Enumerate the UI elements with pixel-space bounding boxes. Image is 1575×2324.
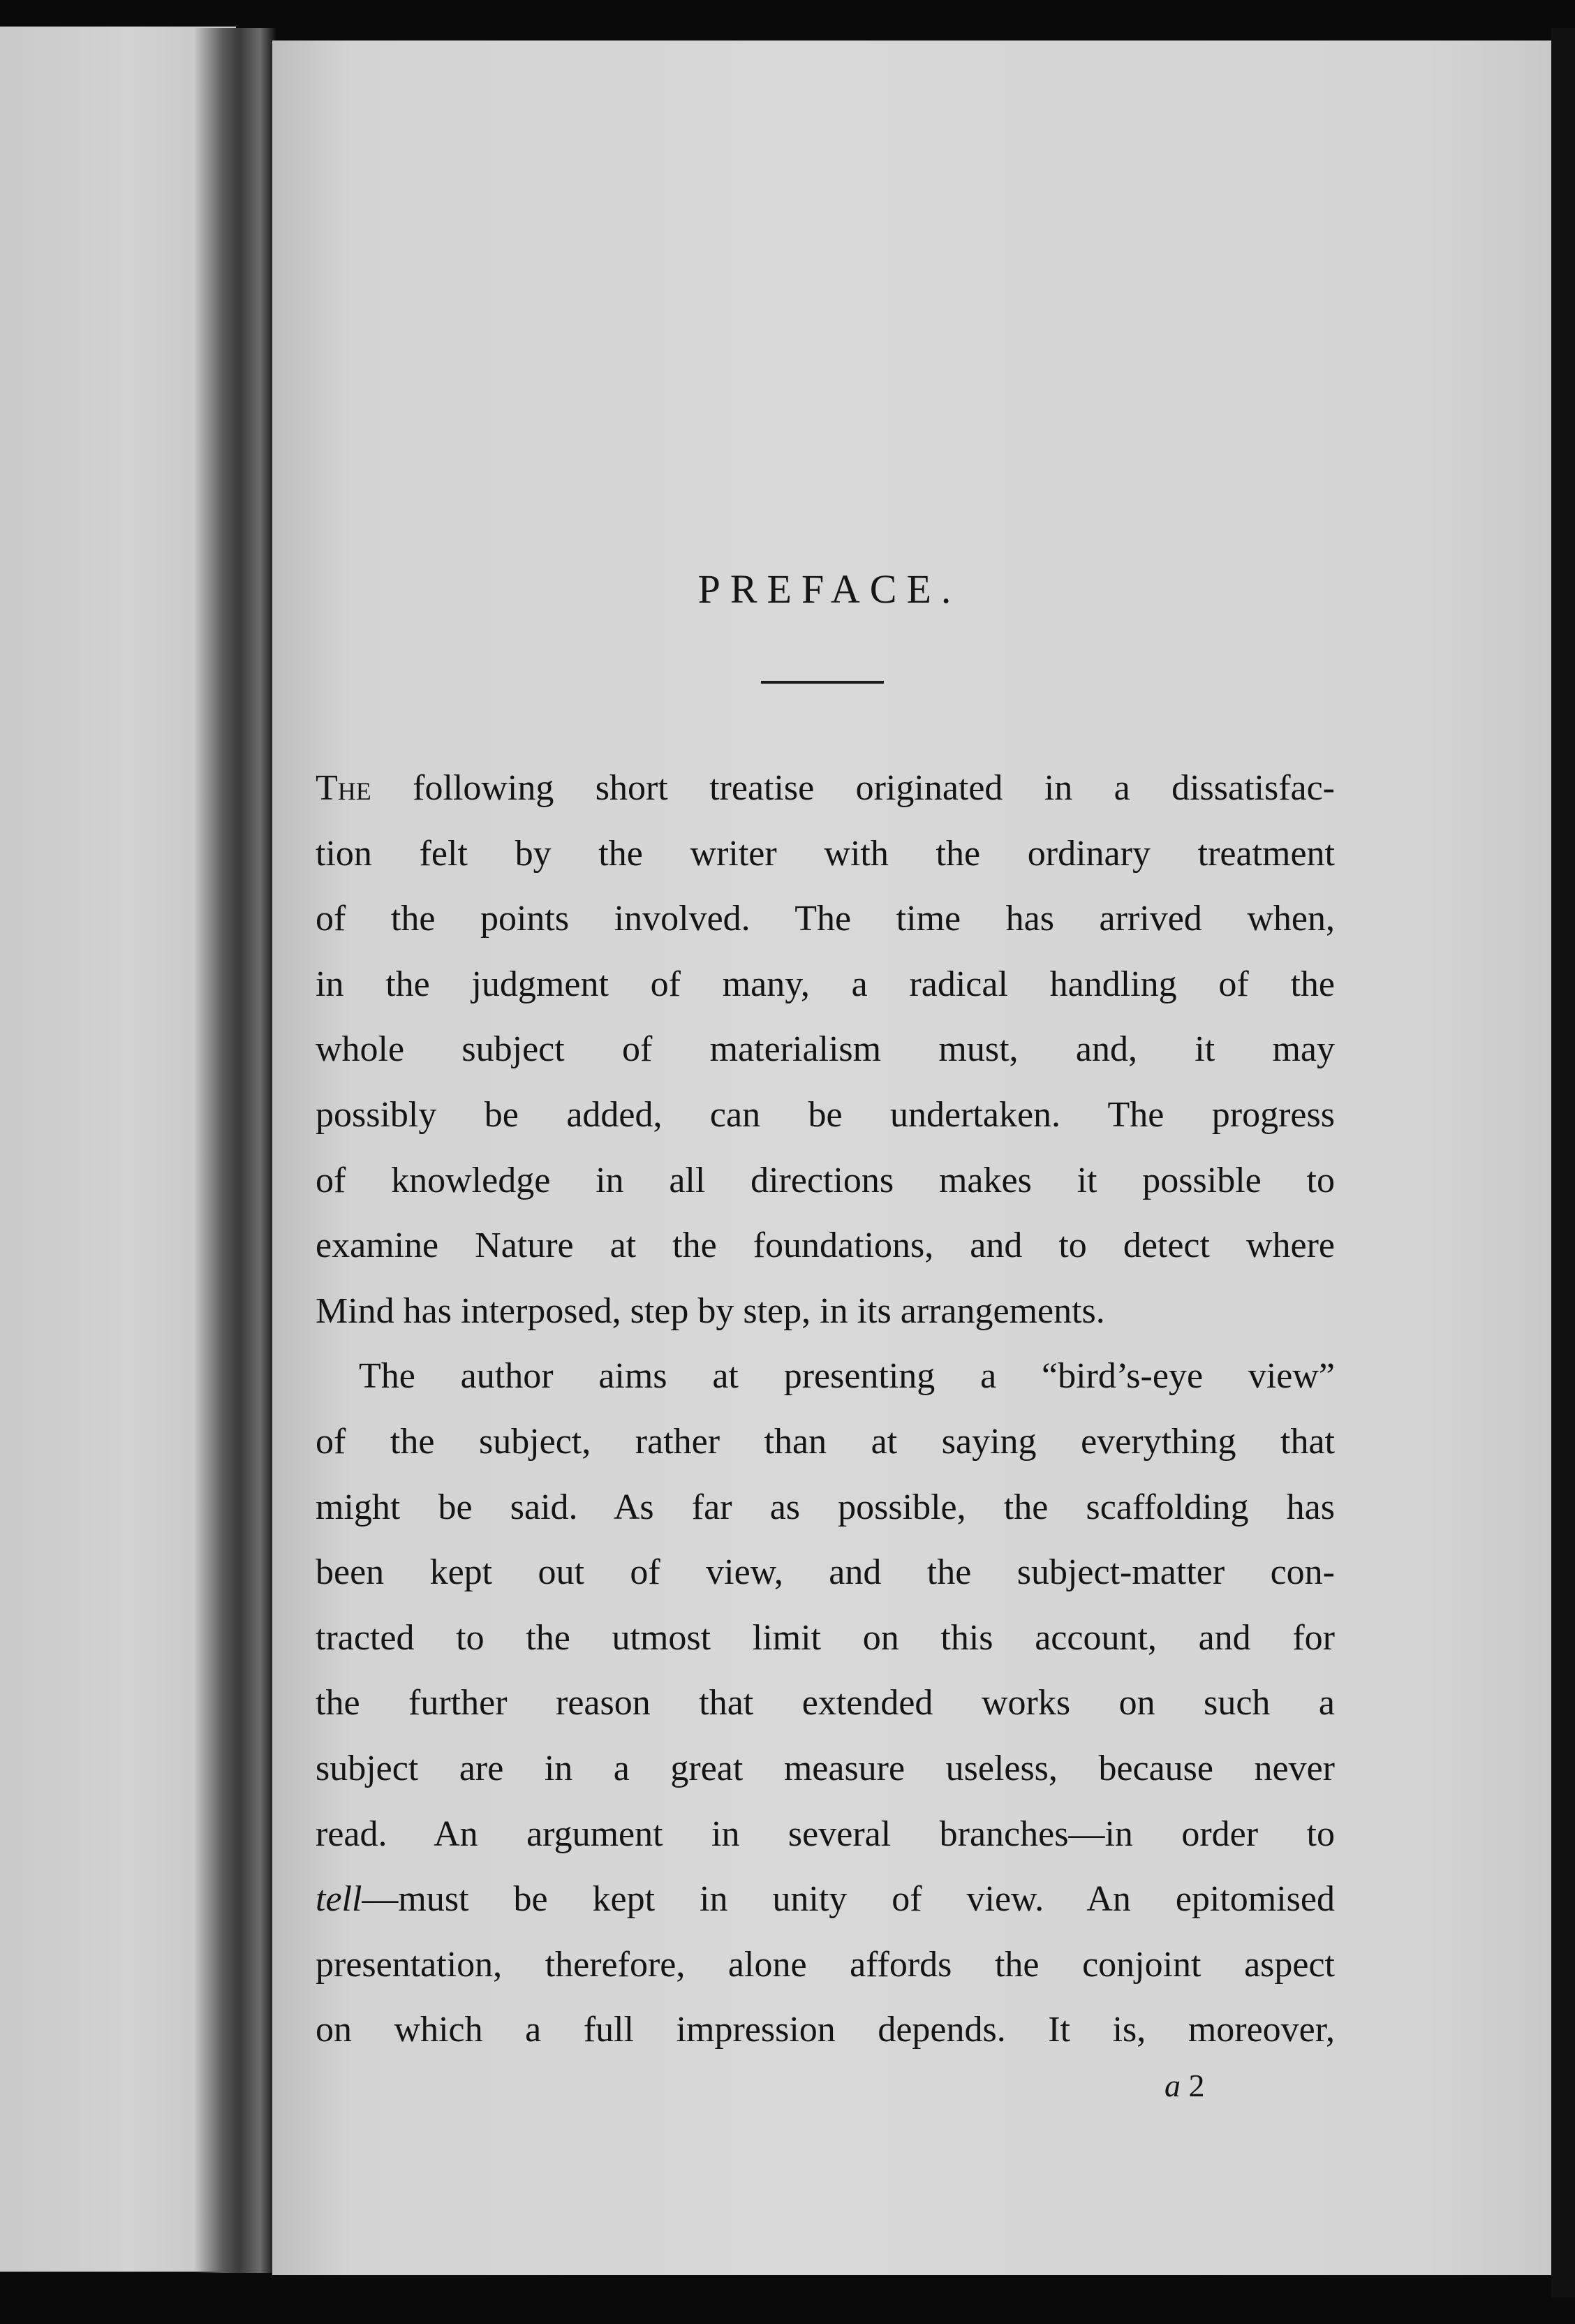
text-line: presentation, therefore, alone affords the conjoint aspect (316, 1944, 1335, 1985)
heading-rule (761, 681, 884, 684)
text-line: of the points involved. The time has arrived when, (316, 899, 1335, 939)
text-line: been kept out of view, and the subject-matter con- (316, 1552, 1335, 1593)
text-line: The author aims at presenting a “bird’s-eye view” (359, 1356, 1335, 1397)
page-edge (1551, 28, 1575, 2297)
text-line: of the subject, rather than at saying everything that (316, 1421, 1335, 1462)
text-line (316, 756, 1335, 821)
book-gutter-shadow (194, 28, 276, 2273)
text-line: on which a full impression depends. It is, moreover, (316, 2010, 1335, 2050)
small-caps-lead-word: The (316, 768, 371, 808)
signature-letter: a (1164, 2068, 1181, 2103)
text-line: might be said. As far as possible, the scaffolding has (316, 1487, 1335, 1527)
text-line: read. An argument in several branches—in order to (316, 1814, 1335, 1854)
text-line: tion felt by the writer with the ordinary treatment (316, 833, 1335, 874)
text-line-rest: —must be kept in unity of view. An epitomised (362, 1879, 1335, 1920)
text-line: possibly be added, can be undertaken. The progress (316, 1094, 1335, 1135)
body-text (316, 756, 1335, 2063)
text-line: of knowledge in all directions makes it possible to (316, 1160, 1335, 1200)
text-line: in the judgment of many, a radical handling of the (316, 964, 1335, 1004)
signature-number: 2 (1188, 2068, 1205, 2103)
text-line-rest: following short treatise originated in a dissatisfac- (371, 768, 1335, 808)
text-line: subject are in a great measure useless, because never (316, 1748, 1335, 1788)
page-heading: PREFACE. (697, 566, 961, 612)
text-line: whole subject of materialism must, and, it may (316, 1029, 1335, 1070)
italic-word: tell (316, 1879, 362, 1920)
signature-mark (1164, 2067, 1205, 2104)
text-line: tracted to the utmost limit on this account, and for (316, 1617, 1335, 1658)
text-line: the further reason that extended works on such a (316, 1683, 1335, 1723)
text-line (316, 1867, 1335, 1932)
text-line: Mind has interposed, step by step, in its arrangements. (316, 1290, 1105, 1331)
text-line: examine Nature at the foundations, and to detect where (316, 1226, 1335, 1266)
